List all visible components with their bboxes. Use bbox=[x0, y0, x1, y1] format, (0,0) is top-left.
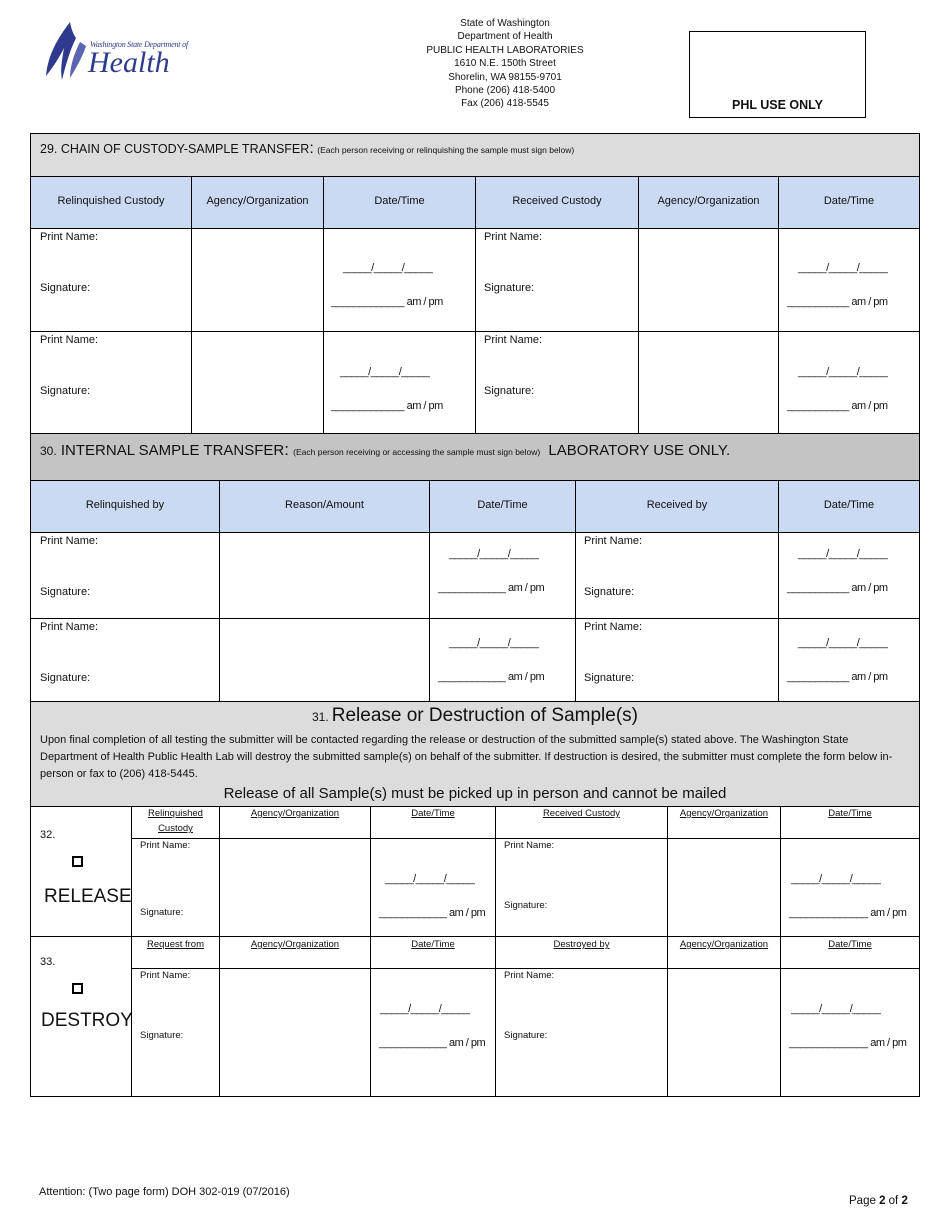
date-field[interactable]: _____/_____/_____ bbox=[791, 873, 881, 885]
sec32-col-datetime: Date/Time bbox=[411, 808, 455, 819]
sec30-number: 30. bbox=[40, 444, 57, 458]
page-current: 2 bbox=[879, 1195, 886, 1207]
phl-use-only-box bbox=[689, 31, 866, 118]
sec29-col-agency: Agency/Organization bbox=[206, 195, 309, 207]
time-field[interactable]: ____________ am / pm bbox=[379, 1037, 486, 1049]
lab-address bbox=[395, 17, 615, 111]
date-field[interactable]: _____/_____/_____ bbox=[798, 548, 888, 560]
time-field[interactable]: ____________ am / pm bbox=[379, 907, 486, 919]
print-name-label: Print Name: bbox=[504, 840, 555, 851]
sec33-number: 33. bbox=[40, 956, 56, 968]
sec32-col-agency: Agency/Organization bbox=[250, 808, 340, 819]
sec30-col-received: Received by bbox=[646, 499, 708, 511]
time-field[interactable]: ____________ am / pm bbox=[438, 582, 545, 594]
destroy-label: DESTROY bbox=[41, 1010, 133, 1031]
address-line: Fax (206) 418-5545 bbox=[461, 98, 549, 110]
print-name-label: Print Name: bbox=[140, 970, 191, 981]
time-field[interactable]: _____________ am / pm bbox=[331, 296, 443, 308]
signature-label: Signature: bbox=[40, 282, 91, 294]
sec29-col-relinquished: Relinquished Custody bbox=[57, 195, 165, 207]
sec31-paragraph: Upon final completion of all testing the submitter will be contacted regarding the release or destruction of the submitted sample(s) stated above. The Washington State Department of Health Public Health Lab will destroy the submitted sample(s) on behalf of the submitter. If destruction is desired, the submitter must complete the form below in-person or fax to (206) 418-5445. bbox=[40, 734, 893, 780]
sec29-col-datetime-2: Date/Time bbox=[823, 195, 875, 207]
sec29-title-text: CHAIN OF CUSTODY-SAMPLE TRANSFER bbox=[60, 142, 310, 156]
sec31-number: 31. bbox=[312, 710, 329, 724]
address-line: State of Washington bbox=[460, 18, 550, 29]
print-name-label: Print Name: bbox=[40, 535, 99, 547]
sec33-col-agency-2: Agency/Organization bbox=[679, 939, 769, 950]
signature-label: Signature: bbox=[504, 1030, 548, 1041]
sec29-col-datetime: Date/Time bbox=[374, 195, 425, 207]
page-of: of bbox=[885, 1195, 902, 1207]
sec32-col-agency-2: Agency/Organization bbox=[679, 808, 769, 819]
phl-use-only-label: PHL USE ONLY bbox=[732, 98, 823, 112]
sec29-col-agency-2: Agency/Organization bbox=[657, 195, 760, 207]
time-field[interactable]: ___________ am / pm bbox=[787, 582, 888, 594]
sec30-col-datetime: Date/Time bbox=[477, 499, 528, 511]
address-line: 1610 N.E. 150th Street bbox=[454, 58, 556, 70]
date-field[interactable]: _____/_____/_____ bbox=[385, 873, 475, 885]
sec29-note: (Each person receiving or relinquishing the sample must sign below) bbox=[317, 145, 575, 155]
address-line: Phone (206) 418-5400 bbox=[454, 85, 556, 97]
sec33-col-agency: Agency/Organization bbox=[250, 939, 340, 950]
page-total: 2 bbox=[901, 1195, 908, 1207]
sec32-col-received: Received Custody bbox=[542, 808, 621, 819]
signature-label: Signature: bbox=[40, 672, 91, 684]
date-field[interactable]: _____/_____/_____ bbox=[798, 366, 888, 378]
signature-label: Signature: bbox=[140, 1030, 184, 1041]
page-prefix: Page bbox=[849, 1195, 880, 1207]
sec30-title bbox=[40, 440, 730, 460]
signature-label: Signature: bbox=[40, 586, 91, 598]
release-checkbox[interactable] bbox=[72, 856, 83, 867]
print-name-label: Print Name: bbox=[484, 231, 543, 243]
time-field[interactable]: ___________ am / pm bbox=[787, 400, 888, 412]
logo-wordmark: Health bbox=[88, 46, 170, 79]
print-name-label: Print Name: bbox=[504, 970, 555, 981]
print-name-label: Print Name: bbox=[584, 535, 643, 547]
address-line: Department of Health bbox=[457, 31, 553, 43]
sec32-number: 32. bbox=[40, 829, 56, 841]
signature-label: Signature: bbox=[484, 385, 535, 397]
signature-label: Signature: bbox=[504, 900, 548, 911]
date-field[interactable]: _____/_____/_____ bbox=[343, 262, 433, 274]
time-field[interactable]: ___________ am / pm bbox=[787, 671, 888, 683]
signature-label: Signature: bbox=[484, 282, 535, 294]
sec29-number: 29. bbox=[40, 142, 58, 156]
sec31-title-text: Release or Destruction of Sample(s) bbox=[331, 705, 638, 726]
sec29-col-received: Received Custody bbox=[512, 195, 602, 207]
signature-label: Signature: bbox=[584, 586, 635, 598]
page-number bbox=[849, 1195, 908, 1207]
date-field[interactable]: _____/_____/_____ bbox=[798, 262, 888, 274]
sec30-col-reason: Reason/Amount bbox=[285, 499, 364, 511]
date-field[interactable]: _____/_____/_____ bbox=[340, 366, 430, 378]
destroy-checkbox[interactable] bbox=[72, 983, 83, 994]
sec32-col-datetime-2: Date/Time bbox=[828, 808, 872, 819]
sec32-col-relinquished: Relinquished bbox=[148, 808, 203, 819]
sec30-col-datetime-2: Date/Time bbox=[823, 499, 875, 511]
sec30-note: (Each person receiving or accessing the sample must sign below) bbox=[293, 447, 541, 457]
print-name-label: Print Name: bbox=[40, 621, 99, 633]
print-name-label: Print Name: bbox=[40, 231, 99, 243]
date-field[interactable]: _____/_____/_____ bbox=[449, 637, 539, 649]
time-field[interactable]: _____________ am / pm bbox=[331, 400, 443, 412]
address-line: Shorelin, WA 98155-9701 bbox=[448, 71, 562, 83]
sec33-col-datetime-2: Date/Time bbox=[828, 939, 872, 950]
print-name-label: Print Name: bbox=[40, 334, 99, 346]
sec30-colon: : bbox=[284, 440, 289, 459]
sec30-title-text: INTERNAL SAMPLE TRANSFER bbox=[60, 442, 285, 459]
sec33-col-datetime: Date/Time bbox=[411, 939, 455, 950]
time-field[interactable]: ___________ am / pm bbox=[787, 296, 888, 308]
print-name-label: Print Name: bbox=[484, 334, 543, 346]
logo-tagline: Washington State Department of bbox=[90, 40, 188, 49]
sec30-col-relinquished: Relinquished by bbox=[85, 499, 165, 511]
time-field[interactable]: ______________ am / pm bbox=[789, 907, 907, 919]
sec31-pickup-notice: Release of all Sample(s) must be picked up in person and cannot be mailed bbox=[223, 785, 727, 802]
date-field[interactable]: _____/_____/_____ bbox=[798, 637, 888, 649]
release-label: RELEASE bbox=[44, 886, 132, 907]
date-field[interactable]: _____/_____/_____ bbox=[449, 548, 539, 560]
sec33-col-request-from: Request from bbox=[146, 939, 205, 950]
address-line: PUBLIC HEALTH LABORATORIES bbox=[426, 44, 584, 56]
date-field[interactable]: _____/_____/_____ bbox=[791, 1003, 881, 1015]
form-attention: Attention: (Two page form) DOH 302-019 (07/2016) bbox=[39, 1186, 290, 1198]
time-field[interactable]: ______________ am / pm bbox=[789, 1037, 907, 1049]
time-field[interactable]: ____________ am / pm bbox=[438, 671, 545, 683]
sec29-colon: : bbox=[309, 140, 314, 157]
print-name-label: Print Name: bbox=[140, 840, 191, 851]
sec33-col-destroyed-by: Destroyed by bbox=[553, 939, 610, 950]
sec32-col-custody: Custody bbox=[158, 823, 193, 834]
sec30-lab-only: LABORATORY USE ONLY. bbox=[548, 442, 731, 459]
sec31-title bbox=[31, 705, 919, 727]
date-field[interactable]: _____/_____/_____ bbox=[380, 1003, 470, 1015]
sec29-title bbox=[40, 140, 574, 158]
print-name-label: Print Name: bbox=[584, 621, 643, 633]
signature-label: Signature: bbox=[584, 672, 635, 684]
signature-label: Signature: bbox=[40, 385, 91, 397]
signature-label: Signature: bbox=[140, 907, 184, 918]
